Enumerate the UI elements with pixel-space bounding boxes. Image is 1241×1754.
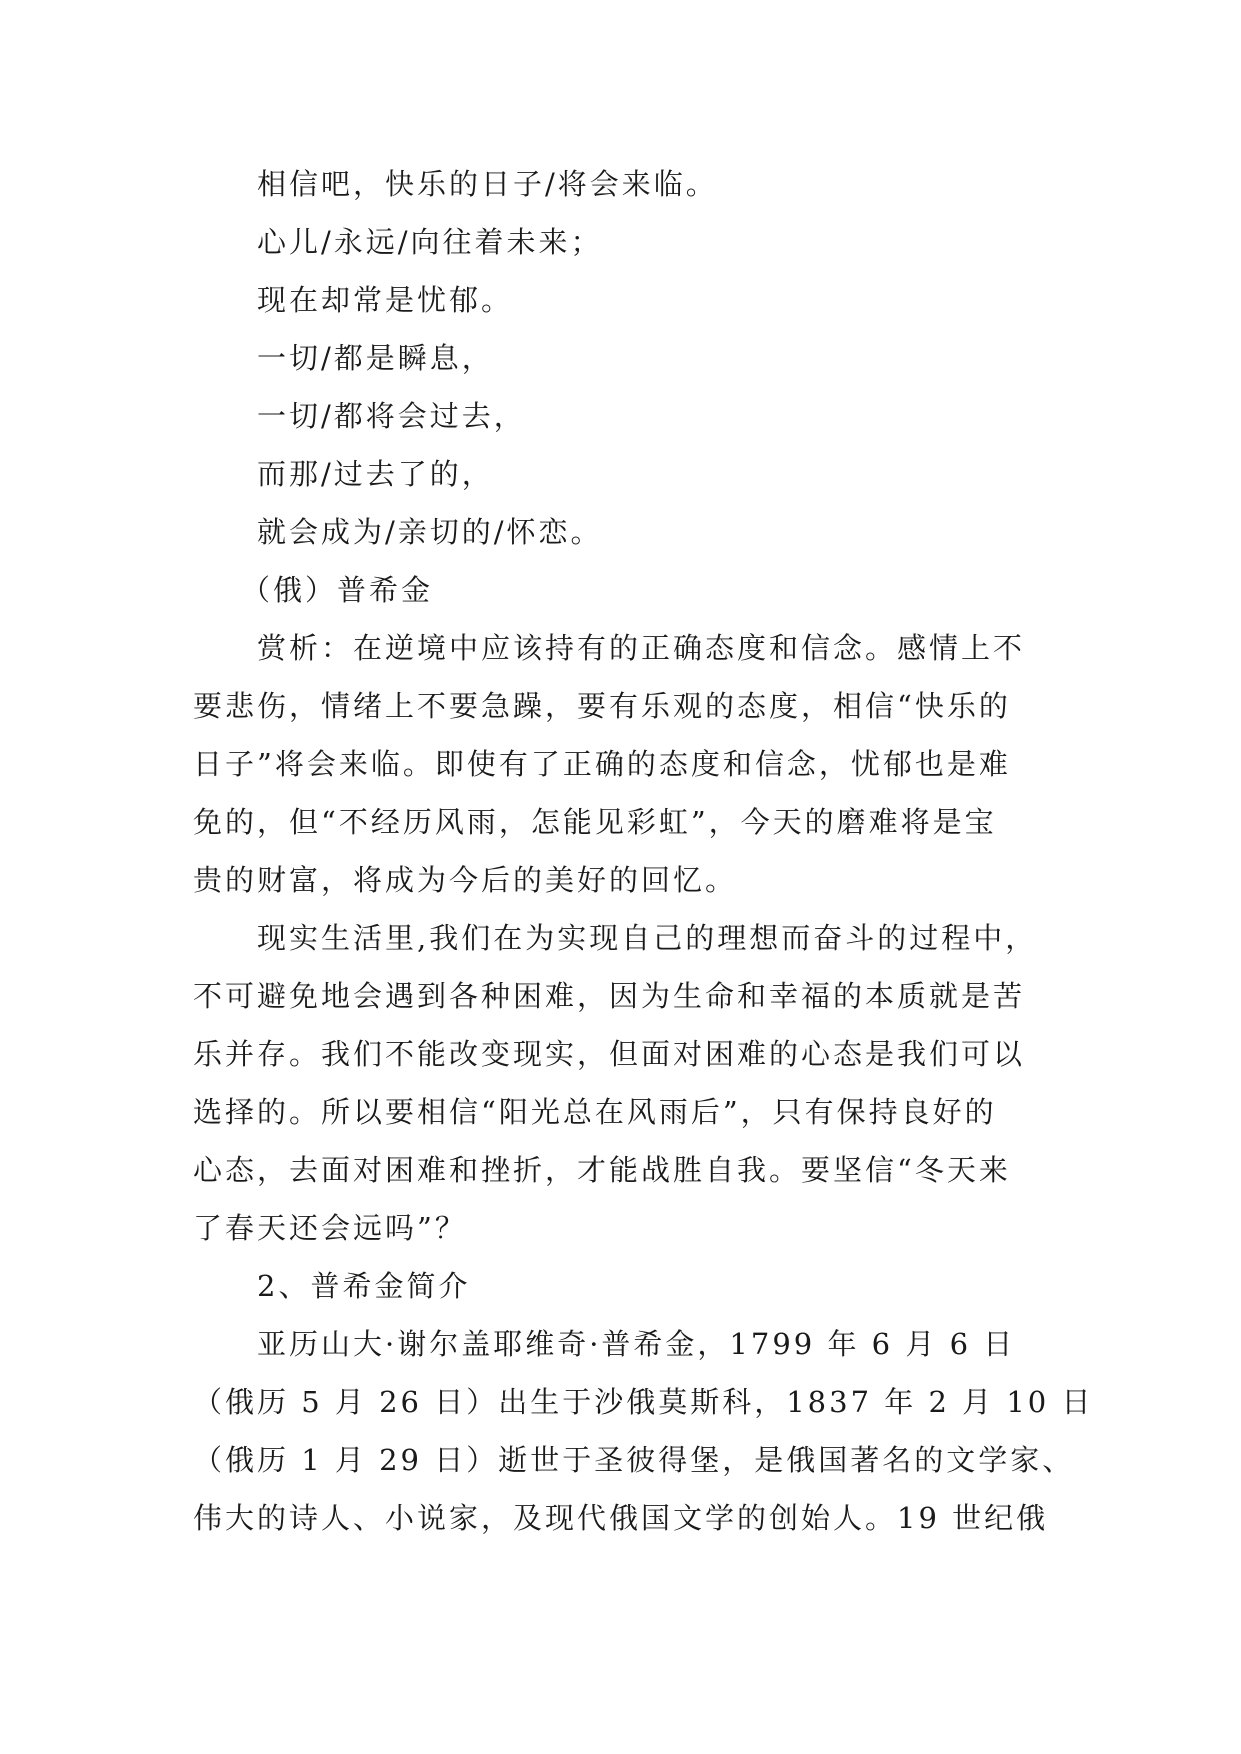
- poem-author: （俄）普希金: [241, 573, 434, 607]
- biography-row-4: 伟大的诗人、小说家，及现代俄国文学的创始人。19 世纪俄: [193, 1501, 1049, 1535]
- reflection-row-5: 心态，去面对困难和挫折，才能战胜自我。要坚信“冬天来: [193, 1153, 1011, 1187]
- reflection-row-4: 选择的。所以要相信“阳光总在风雨后”，只有保持良好的: [193, 1095, 997, 1129]
- appreciation-row-3: 日子”将会来临。即使有了正确的态度和信念，忧郁也是难: [193, 747, 1011, 781]
- reflection-row-3: 乐并存。我们不能改变现实，但面对困难的心态是我们可以: [193, 1037, 1026, 1071]
- reflection-row-2: 不可避免地会遇到各种困难，因为生命和幸福的本质就是苦: [193, 979, 1026, 1013]
- reflection-row-1: 现实生活里,我们在为实现自己的理想而奋斗的过程中，: [257, 921, 1038, 955]
- poem-line-3: 现在却常是忧郁。: [257, 283, 514, 317]
- appreciation-row-4: 免的，但“不经历风雨，怎能见彩虹”，今天的磨难将是宝: [193, 805, 997, 839]
- biography-row-2: （俄历 5 月 26 日）出生于沙俄莫斯科，1837 年 2 月 10 日: [193, 1385, 1094, 1419]
- appreciation-row-5: 贵的财富，将成为今后的美好的回忆。: [193, 863, 738, 897]
- appreciation-paragraph: [193, 619, 1058, 909]
- appreciation-row-1: 赏析：在逆境中应该持有的正确态度和信念。感情上不: [257, 631, 1026, 665]
- document-body: [193, 155, 1094, 1547]
- poem-line-1: 相信吧，快乐的日子/将会来临。: [257, 167, 718, 201]
- appreciation-row-2: 要悲伤，情绪上不要急躁，要有乐观的态度，相信“快乐的: [193, 689, 1011, 723]
- biography-row-3: （俄历 1 月 29 日）逝世于圣彼得堡，是俄国著名的文学家、: [193, 1443, 1075, 1477]
- section-heading: 2、普希金简介: [257, 1269, 471, 1303]
- biography-row-1: 亚历山大·谢尔盖耶维奇·普希金，1799 年 6 月 6 日: [257, 1327, 1016, 1361]
- poem-line-7: 就会成为/亲切的/怀恋。: [257, 515, 603, 549]
- poem-line-2: 心儿/永远/向往着未来；: [257, 225, 603, 259]
- reflection-row-6: 了春天还会远吗”？: [193, 1211, 467, 1245]
- poem-line-4: 一切/都是瞬息，: [257, 341, 494, 375]
- poem-line-6: 而那/过去了的，: [257, 457, 494, 491]
- reflection-paragraph: [193, 909, 1058, 1257]
- biography-paragraph: [193, 1315, 1094, 1547]
- poem-line-5: 一切/都将会过去，: [257, 399, 526, 433]
